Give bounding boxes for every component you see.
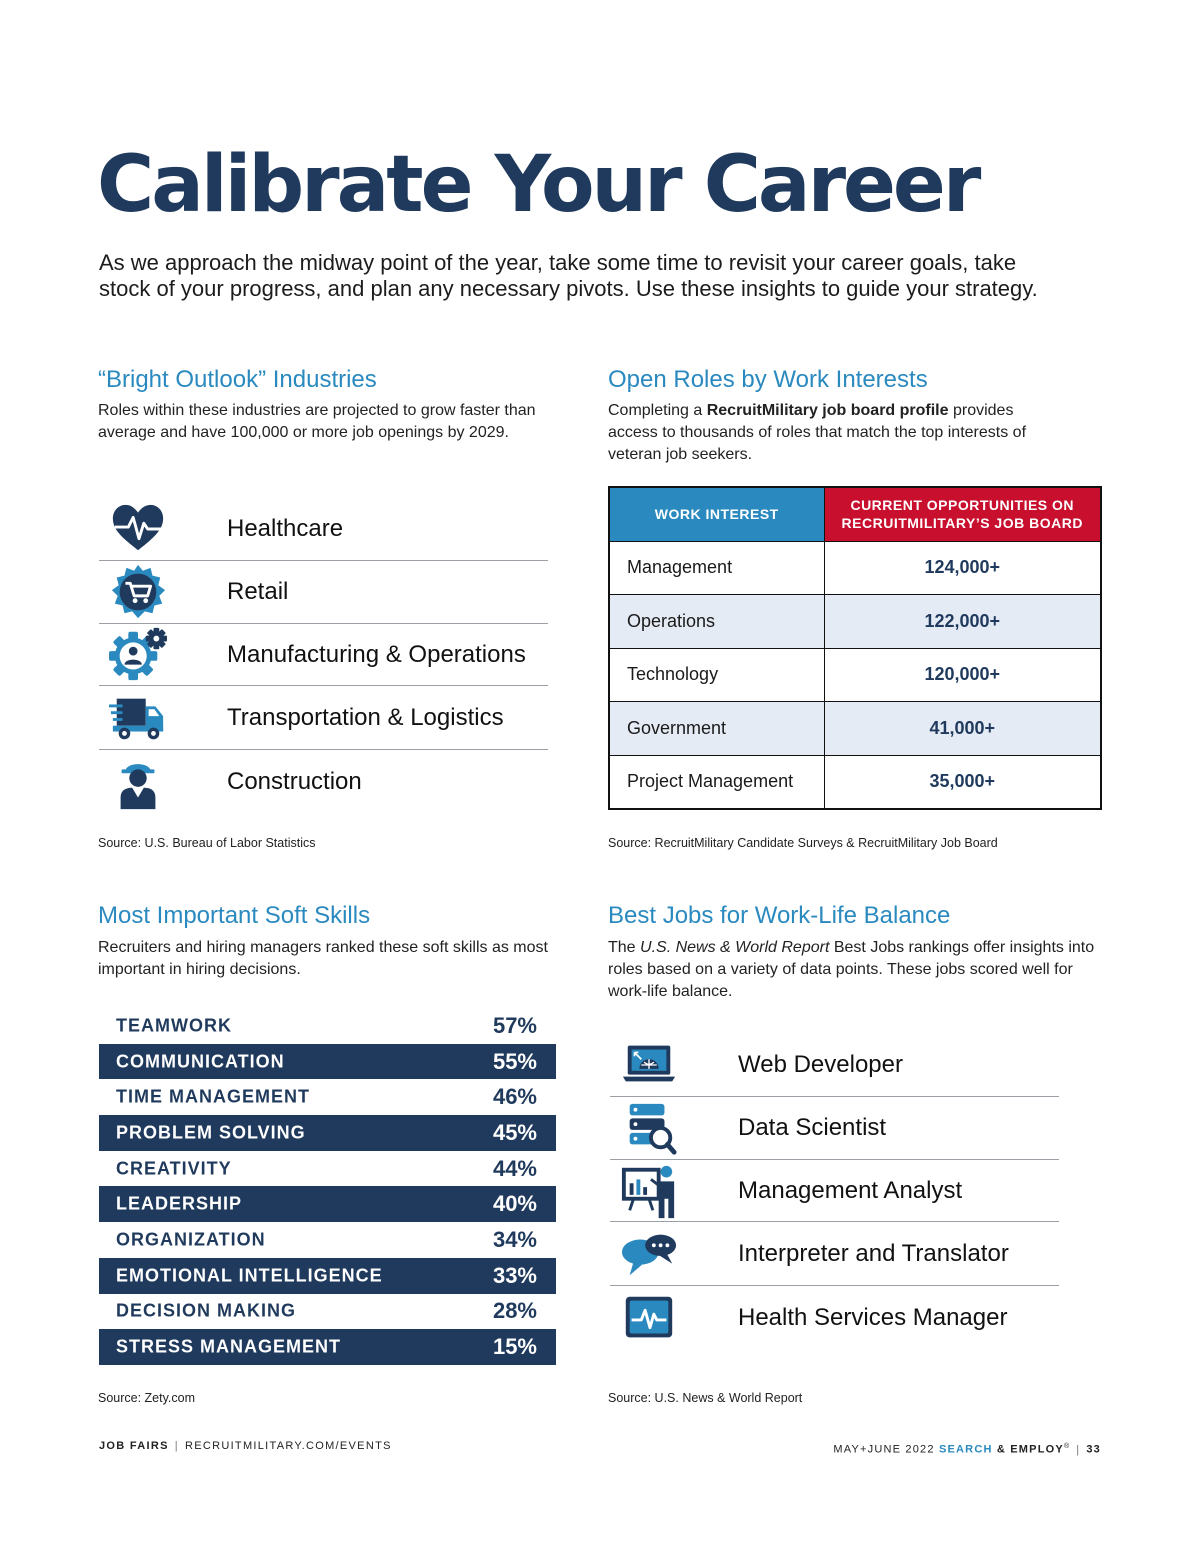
skill-name: STRESS MANAGEMENT — [116, 1336, 342, 1357]
job-label: Management Analyst — [738, 1176, 963, 1204]
skill-percent: 46% — [492, 1084, 537, 1110]
open-roles-description: Completing a RecruitMilitary job board profile provides access to thousands of roles that match the top interests of veteran job seekers. — [608, 402, 1027, 463]
database-search-icon — [620, 1099, 678, 1157]
skill-name: CREATIVITY — [116, 1158, 232, 1179]
industry-label: Construction — [227, 768, 362, 795]
heart-monitor-icon — [620, 1289, 678, 1347]
role-cell: Government — [609, 702, 824, 756]
skill-row — [99, 1294, 556, 1330]
skill-row — [99, 1115, 556, 1151]
count-cell: 124,000+ — [824, 541, 1101, 595]
construction-worker-icon — [109, 753, 167, 811]
soft-skills-heading: Most Important Soft Skills — [98, 902, 371, 929]
role-cell: Management — [609, 541, 824, 595]
skill-percent: 57% — [492, 1012, 537, 1038]
page-title: Calibrate Your Career — [97, 140, 979, 230]
job-item-data-scientist — [610, 1097, 1059, 1160]
footer-right: MAY+JUNE 2022 SEARCH & EMPLOY® | 33 — [833, 1443, 1101, 1456]
count-cell: 120,000+ — [824, 648, 1101, 702]
skill-name: LEADERSHIP — [116, 1193, 243, 1214]
soft-skills-list — [99, 1008, 556, 1365]
opportunities-table — [608, 486, 1102, 810]
job-item-health-services-manager — [610, 1286, 1059, 1350]
work-life-heading: Best Jobs for Work-Life Balance — [608, 902, 951, 929]
skill-row — [99, 1258, 556, 1294]
table-row — [609, 595, 1101, 649]
count-cell: 122,000+ — [824, 595, 1101, 649]
industry-label: Transportation & Logistics — [227, 703, 504, 731]
delivery-truck-icon — [109, 689, 167, 747]
skill-percent: 15% — [492, 1334, 537, 1360]
industry-item-healthcare — [99, 498, 548, 561]
events-url-link[interactable]: RECRUITMILITARY.COM/EVENTS — [184, 1440, 392, 1452]
industry-label: Healthcare — [227, 515, 344, 542]
open-roles-heading: Open Roles by Work Interests — [608, 366, 928, 393]
shopping-cart-badge-icon — [109, 563, 167, 621]
column-header-work-interest: WORK INTEREST — [609, 487, 824, 541]
job-board-profile-link: RecruitMilitary job board profile — [706, 402, 949, 419]
role-cell: Operations — [609, 595, 824, 649]
skill-name: TIME MANAGEMENT — [116, 1086, 310, 1107]
skill-row — [99, 1008, 556, 1044]
work-life-description: The U.S. News & World Report Best Jobs rankings offer insights into roles based on a variety of data points. These jobs scored well for work-life balance. — [608, 939, 1095, 1000]
table-row — [609, 648, 1101, 702]
job-item-management-analyst — [610, 1160, 1059, 1222]
column-header-opportunities: CURRENT OPPORTUNITIES ON RECRUITMILITARY’S JOB BOARD — [824, 487, 1101, 541]
bright-outlook-description: Roles within these industries are projected to grow faster than average and have 100,000 or more job openings by 2029. — [98, 402, 536, 441]
work-life-source: Source: U.S. News & World Report — [608, 1391, 803, 1405]
soft-skills-description: Recruiters and hiring managers ranked these soft skills as most important in hiring decisions. — [98, 939, 548, 978]
skill-row — [99, 1044, 556, 1080]
job-label: Interpreter and Translator — [738, 1239, 1009, 1267]
presentation-chart-icon — [620, 1162, 678, 1220]
intro-paragraph: As we approach the midway point of the year, take some time to revisit your career goals, take stock of your progress, and plan any necessary pivots. Use these insights to guide your strategy. — [99, 250, 1038, 301]
heart-pulse-icon — [109, 500, 167, 558]
skill-row — [99, 1222, 556, 1258]
open-roles-source: Source: RecruitMilitary Candidate Surveys & RecruitMilitary Job Board — [608, 836, 998, 850]
table-row — [609, 702, 1101, 756]
table-row — [609, 541, 1101, 595]
footer-left: JOB FAIRS | RECRUITMILITARY.COM/EVENTS — [99, 1440, 392, 1452]
skill-name: EMOTIONAL INTELLIGENCE — [116, 1265, 383, 1286]
count-cell: 35,000+ — [824, 755, 1101, 809]
industry-item-retail — [99, 561, 548, 624]
skill-percent: 55% — [492, 1048, 537, 1074]
skill-percent: 28% — [492, 1298, 537, 1324]
role-cell: Project Management — [609, 755, 824, 809]
skill-name: TEAMWORK — [116, 1015, 232, 1036]
industry-item-construction — [99, 750, 548, 814]
industry-item-manufacturing — [99, 624, 548, 686]
skill-row — [99, 1329, 556, 1365]
job-label: Data Scientist — [738, 1114, 887, 1141]
skill-row — [99, 1079, 556, 1115]
skill-name: ORGANIZATION — [116, 1229, 266, 1250]
bright-outlook-source: Source: U.S. Bureau of Labor Statistics — [98, 836, 316, 850]
skill-percent: 40% — [492, 1191, 537, 1217]
table-row — [609, 755, 1101, 809]
job-label: Health Services Manager — [738, 1304, 1008, 1331]
role-cell: Technology — [609, 648, 824, 702]
skill-name: COMMUNICATION — [116, 1051, 285, 1072]
job-item-web-developer — [610, 1034, 1059, 1097]
industry-list — [99, 498, 548, 814]
soft-skills-source: Source: Zety.com — [98, 1391, 196, 1405]
skill-percent: 34% — [492, 1226, 537, 1252]
count-cell: 41,000+ — [824, 702, 1101, 756]
skill-percent: 45% — [492, 1119, 537, 1145]
job-item-interpreter — [610, 1222, 1059, 1286]
industry-label: Manufacturing & Operations — [227, 640, 526, 668]
skill-name: DECISION MAKING — [116, 1300, 297, 1321]
skill-percent: 33% — [492, 1262, 537, 1288]
table-header-row — [609, 487, 1101, 541]
industry-item-transportation — [99, 686, 548, 750]
job-label: Web Developer — [738, 1051, 903, 1078]
skill-row — [99, 1186, 556, 1222]
industry-label: Retail — [227, 578, 289, 605]
work-life-job-list — [610, 1034, 1059, 1350]
skill-name: PROBLEM SOLVING — [116, 1122, 306, 1143]
gears-person-icon — [109, 626, 167, 684]
skill-percent: 44% — [492, 1155, 537, 1181]
page-number: 33 — [1086, 1443, 1101, 1456]
skill-row — [99, 1151, 556, 1187]
speech-bubbles-icon — [620, 1225, 678, 1283]
bright-outlook-heading: “Bright Outlook” Industries — [98, 366, 377, 393]
laptop-globe-icon — [620, 1036, 678, 1094]
